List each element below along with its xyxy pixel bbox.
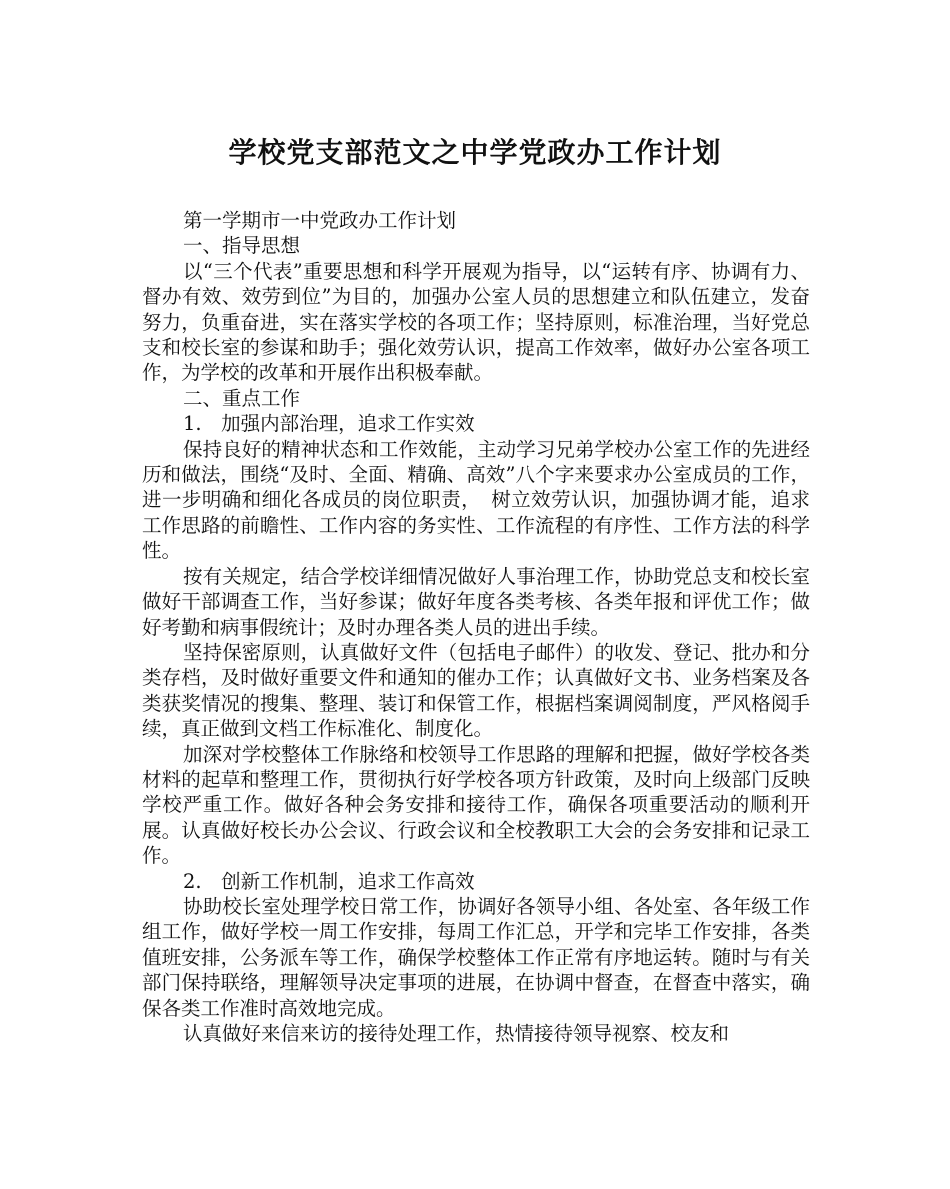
paragraph: 以“三个代表”重要思想和科学开展观为指导，以“运转有序、协调有力、督办有效、效劳到位”为目的，加强办公室人员的思想建立和队伍建立，发奋努力，负重奋进，实在落实学校的各项工作；坚持原则，标准治理，当好党总支和校长室的参谋和助手；强化效劳认识，提高工作效率，做好办公室各项工作，为学校的改革和开展作出积极奉献。 (142, 259, 810, 385)
section-heading-guiding-thought: 一、指导思想 (183, 234, 301, 258)
section-heading-key-work: 二、重点工作 (183, 386, 301, 410)
paragraph: 协助校长室处理学校日常工作，协调好各领导小组、各处室、各年级工作组工作，做好学校一周工作安排，每周工作汇总，开学和完毕工作安排，各类值班安排，公务派车等工作，确保学校整体工作正常有序地运转。随时与有关部门保持联络，理解领导决定事项的进展，在协调中督查，在督查中落实，确保各类工作准时高效地完成。 (142, 894, 810, 1020)
paragraph: 认真做好来信来访的接待处理工作，热情接待领导视察、校友和 (183, 1022, 730, 1045)
paragraph: 保持良好的精神状态和工作效能，主动学习兄弟学校办公室工作的先进经历和做法，围绕“及时、全面、精确、高效”八个字来要求办公室成员的工作，进一步明确和细化各成员的岗位职责， 树立效劳认识，加强协调才能，追求工作思路的前瞻性、工作内容的务实性、工作流程的有序性、工作方法的科学性。 (142, 437, 810, 563)
paragraph: 坚持保密原则，认真做好文件（包括电子邮件）的收发、登记、批办和分类存档，及时做好重要文件和通知的催办工作；认真做好文书、业务档案及各类获奖情况的搜集、整理、装订和保管工作，根据档案调阅制度，严风格阅手续，真正做到文档工作标准化、制度化。 (142, 640, 810, 741)
document-title: 学校党支部范文之中学党政办工作计划 (228, 136, 722, 169)
subsection-heading-2: 2. 创新工作机制，追求工作高效 (183, 869, 475, 893)
paragraph-plan-heading: 第一学期市一中党政办工作计划 (183, 209, 457, 232)
subsection-heading-1: 1. 加强内部治理，追求工作实效 (183, 412, 475, 436)
document-body (142, 208, 810, 1046)
paragraph: 加深对学校整体工作脉络和校领导工作思路的理解和把握，做好学校各类材料的起草和整理工作，贯彻执行好学校各项方针政策，及时向上级部门反映学校严重工作。做好各种会务安排和接待工作，确保各项重要活动的顺利开展。认真做好校长办公会议、行政会议和全校教职工大会的会务安排和记录工作。 (142, 742, 810, 868)
paragraph: 按有关规定，结合学校详细情况做好人事治理工作，协助党总支和校长室做好干部调查工作，当好参谋；做好年度各类考核、各类年报和评优工作；做好考勤和病事假统计；及时办理各类人员的进出手续。 (142, 564, 810, 639)
